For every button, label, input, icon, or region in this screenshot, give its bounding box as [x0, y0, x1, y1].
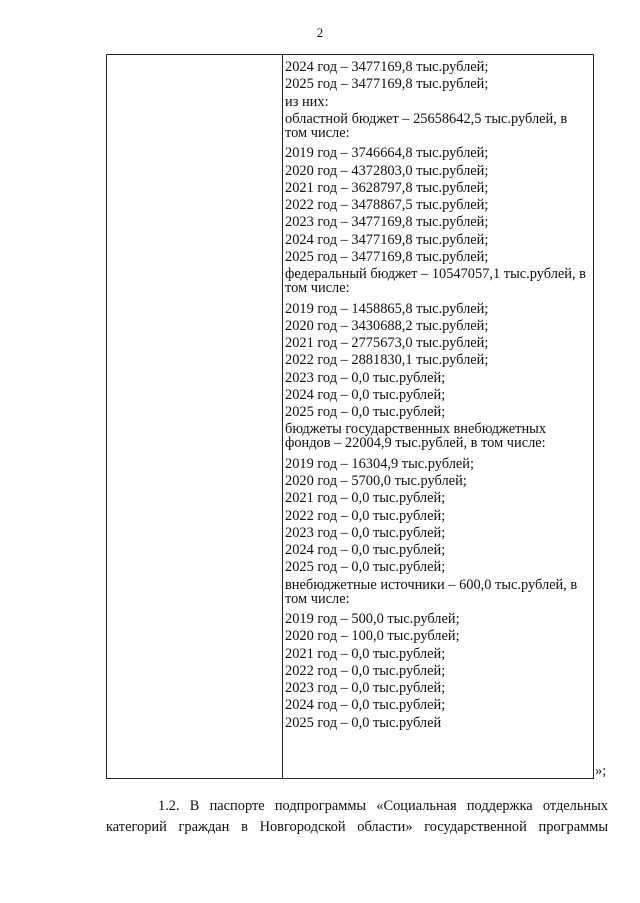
table-row: 2025 год – 3477169,8 тыс.рублей; [285, 248, 489, 265]
table-row: 2023 год – 0,0 тыс.рублей; [285, 524, 446, 541]
table-row: 2020 год – 4372803,0 тыс.рублей; [285, 162, 489, 179]
funding-list [285, 58, 590, 731]
table-row: 2019 год – 16304,9 тыс.рублей; [285, 455, 474, 472]
table-row: 2022 год – 3478867,5 тыс.рублей; [285, 197, 489, 213]
table-row: федеральный бюджет – 10547057,1 тыс.рублей, в том числе: [285, 266, 586, 296]
column-divider [282, 55, 283, 778]
paragraph-line-1: 1.2. В паспорте подпрограммы «Социальная поддержка отдельных [158, 798, 608, 814]
page-number: 2 [316, 25, 324, 40]
table-row: 2023 год – 3477169,8 тыс.рублей; [285, 214, 489, 231]
closing-quote: »; [595, 763, 607, 779]
table-row: 2024 год – 0,0 тыс.рублей; [285, 386, 446, 403]
table-row: 2023 год – 0,0 тыс.рублей; [285, 680, 446, 696]
table-row: 2021 год – 2775673,0 тыс.рублей; [285, 335, 489, 351]
table-row: 2019 год – 500,0 тыс.рублей; [285, 611, 460, 627]
table-row: бюджеты государственных внебюджетных фондов – 22004,9 тыс.рублей, в том числе: [285, 421, 547, 452]
table-row: 2021 год – 0,0 тыс.рублей; [285, 490, 446, 507]
table-row: 2020 год – 5700,0 тыс.рублей; [285, 473, 467, 489]
table-row: 2021 год – 0,0 тыс.рублей; [285, 645, 446, 662]
table-row: 2025 год – 0,0 тыс.рублей; [285, 404, 446, 420]
table-row: 2019 год – 1458865,8 тыс.рублей; [285, 300, 489, 317]
table-row: 2024 год – 0,0 тыс.рублей; [285, 542, 446, 558]
table-row: 2020 год – 100,0 тыс.рублей; [285, 628, 460, 645]
budget-table [106, 54, 594, 779]
table-row: 2024 год – 3477169,8 тыс.рублей; [285, 59, 489, 75]
table-row: из них: [285, 93, 329, 110]
table-row: 2025 год – 3477169,8 тыс.рублей; [285, 76, 489, 93]
table-row: 2022 год – 0,0 тыс.рублей; [285, 662, 446, 679]
table-row: 2023 год – 0,0 тыс.рублей; [285, 369, 446, 386]
table-row: 2025 год – 0,0 тыс.рублей [285, 714, 442, 731]
table-row: 2024 год – 0,0 тыс.рублей; [285, 697, 446, 714]
paragraph-line-2: категорий граждан в Новгородской области» государственной программы [106, 819, 608, 835]
table-row: 2022 год – 2881830,1 тыс.рублей; [285, 352, 489, 369]
table-row: 2019 год – 3746664,8 тыс.рублей; [285, 145, 489, 162]
table-row: внебюджетные источники – 600,0 тыс.рублей, в том числе: [285, 576, 578, 607]
table-row: 2021 год – 3628797,8 тыс.рублей; [285, 179, 489, 196]
table-row: 2025 год – 0,0 тыс.рублей; [285, 559, 446, 576]
table-row: 2020 год – 3430688,2 тыс.рублей; [285, 317, 489, 334]
table-row: 2022 год – 0,0 тыс.рублей; [285, 507, 446, 524]
table-row: 2024 год – 3477169,8 тыс.рублей; [285, 231, 489, 248]
table-row: областной бюджет – 25658642,5 тыс.рублей, в том числе: [285, 110, 568, 141]
